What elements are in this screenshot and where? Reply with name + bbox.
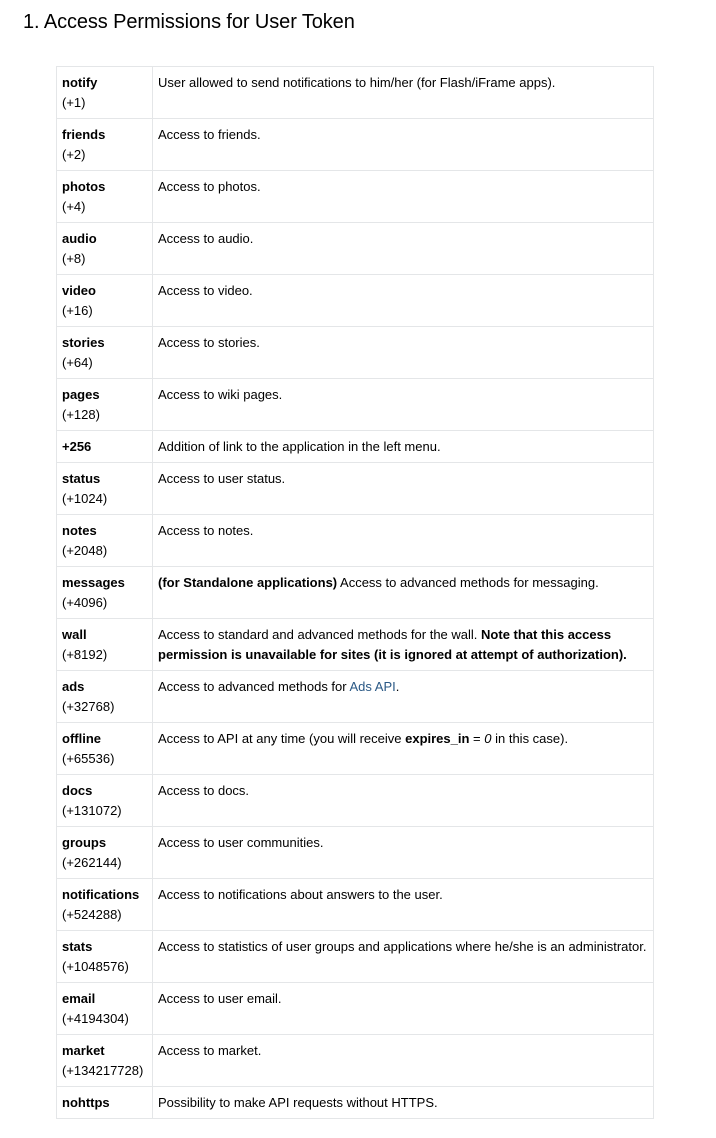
permission-name-cell: [57, 223, 153, 275]
permission-description: [153, 275, 654, 327]
permission-name: notifications: [62, 887, 140, 902]
permission-value: (+32768): [62, 699, 115, 714]
permission-name-cell: [57, 619, 153, 671]
permission-name-cell: [57, 723, 153, 775]
table-row: [57, 431, 654, 463]
table-row: [57, 1087, 654, 1119]
description-text: Access to video.: [158, 283, 253, 298]
permission-name-cell: [57, 1035, 153, 1087]
emphasis-text: expires_in: [405, 731, 470, 746]
permission-name: docs: [62, 783, 93, 798]
permission-name: market: [62, 1043, 105, 1058]
permission-description: [153, 223, 654, 275]
permission-value: (+65536): [62, 751, 115, 766]
permission-name: status: [62, 471, 101, 486]
permission-name-cell: [57, 431, 153, 463]
description-text: in this case).: [491, 731, 569, 746]
permission-value: (+8): [62, 251, 86, 266]
permission-name: friends: [62, 127, 106, 142]
description-text: User allowed to send notifications to him/her (for Flash/iFrame apps).: [158, 75, 556, 90]
description-text: Access to market.: [158, 1043, 262, 1058]
permission-value: (+524288): [62, 907, 122, 922]
permission-name: offline: [62, 731, 101, 746]
table-row: [57, 723, 654, 775]
permission-description: [153, 775, 654, 827]
permission-name: messages: [62, 575, 125, 590]
permission-description: [153, 379, 654, 431]
emphasis-text: Note that this access permission is unavailable for sites (it is ignored at attempt of authorization).: [158, 627, 627, 662]
permission-name: ads: [62, 679, 85, 694]
permission-description: [153, 1035, 654, 1087]
permission-name: video: [62, 283, 96, 298]
description-text: Access to statistics of user groups and applications where he/she is an administrator.: [158, 939, 647, 954]
permission-name-cell: [57, 379, 153, 431]
permission-value: (+64): [62, 355, 93, 370]
description-text: Access to standard and advanced methods for the wall.: [158, 627, 482, 642]
description-text: Access to audio.: [158, 231, 254, 246]
permission-name-cell: [57, 567, 153, 619]
emphasis-text: (for Standalone applications): [158, 575, 338, 590]
permission-name: stories: [62, 335, 105, 350]
description-text: .: [395, 679, 400, 694]
permission-value: (+4096): [62, 595, 108, 610]
description-text: Access to user email.: [158, 991, 282, 1006]
permission-name: nohttps: [62, 1095, 110, 1110]
permission-value: (+8192): [62, 647, 108, 662]
table-row: [57, 327, 654, 379]
table-row: [57, 931, 654, 983]
permission-value: (+2): [62, 147, 86, 162]
permission-name: +256: [62, 439, 92, 454]
description-text: Addition of link to the application in the left menu.: [158, 439, 441, 454]
permission-name: notify: [62, 75, 98, 90]
table-row: [57, 671, 654, 723]
permission-description: [153, 119, 654, 171]
description-text: Access to stories.: [158, 335, 260, 350]
description-text: Access to friends.: [158, 127, 261, 142]
permission-value: (+4): [62, 199, 86, 214]
permission-description: [153, 983, 654, 1035]
description-text: Access to docs.: [158, 783, 250, 798]
permission-value: (+1048576): [62, 959, 129, 974]
permission-value: (+128): [62, 407, 100, 422]
permission-name: notes: [62, 523, 97, 538]
table-row: [57, 983, 654, 1035]
permission-value: (+131072): [62, 803, 122, 818]
table-row: [57, 463, 654, 515]
table-row: [57, 567, 654, 619]
permission-description: [153, 171, 654, 223]
permission-description: [153, 515, 654, 567]
permission-value: (+1): [62, 95, 86, 110]
permission-description: [153, 879, 654, 931]
description-text: Access to notes.: [158, 523, 254, 538]
permission-name-cell: [57, 67, 153, 119]
page-title: 1. Access Permissions for User Token: [23, 11, 355, 33]
permission-description: [153, 327, 654, 379]
permission-name: wall: [62, 627, 87, 642]
table-row: [57, 171, 654, 223]
permission-name: pages: [62, 387, 100, 402]
table-row: [57, 67, 654, 119]
permission-description: [153, 671, 654, 723]
permission-name-cell: [57, 275, 153, 327]
permission-name: stats: [62, 939, 93, 954]
permission-name-cell: [57, 515, 153, 567]
permission-value: (+262144): [62, 855, 122, 870]
description-text: Possibility to make API requests without HTTPS.: [158, 1095, 438, 1110]
permission-description: [153, 619, 654, 671]
description-text: Access to user status.: [158, 471, 286, 486]
table-row: [57, 775, 654, 827]
permission-name-cell: [57, 463, 153, 515]
permission-name: photos: [62, 179, 106, 194]
description-text: Access to wiki pages.: [158, 387, 283, 402]
permission-value: (+134217728): [62, 1063, 144, 1078]
permission-name: audio: [62, 231, 97, 246]
description-text: Access to advanced methods for messaging.: [337, 575, 599, 590]
permission-value: (+2048): [62, 543, 108, 558]
permission-name-cell: [57, 171, 153, 223]
permission-name-cell: [57, 119, 153, 171]
permission-name-cell: [57, 827, 153, 879]
description-text: =: [469, 731, 485, 746]
permission-value: (+1024): [62, 491, 108, 506]
permission-name: email: [62, 991, 96, 1006]
table-row: [57, 827, 654, 879]
table-row: [57, 879, 654, 931]
permission-description: [153, 1087, 654, 1119]
permission-description: [153, 567, 654, 619]
permission-name-cell: [57, 671, 153, 723]
permission-value: (+16): [62, 303, 93, 318]
permissions-table: [56, 66, 654, 1119]
permission-description: [153, 827, 654, 879]
description-text: Access to advanced methods for: [158, 679, 350, 694]
permission-name-cell: [57, 879, 153, 931]
table-row: [57, 275, 654, 327]
description-text: Access to user communities.: [158, 835, 324, 850]
permission-description: [153, 723, 654, 775]
description-text: Access to notifications about answers to the user.: [158, 887, 443, 902]
table-row: [57, 119, 654, 171]
permissions-table-body: [57, 67, 654, 1119]
permission-name: groups: [62, 835, 107, 850]
description-text: Access to API at any time (you will receive: [158, 731, 406, 746]
ads-api-link[interactable]: Ads API: [349, 679, 396, 694]
permission-name-cell: [57, 327, 153, 379]
table-row: [57, 515, 654, 567]
permission-value: (+4194304): [62, 1011, 129, 1026]
italic-text: 0: [484, 731, 492, 746]
table-row: [57, 1035, 654, 1087]
permission-name-cell: [57, 775, 153, 827]
table-row: [57, 619, 654, 671]
permission-name-cell: [57, 983, 153, 1035]
table-row: [57, 379, 654, 431]
permission-name-cell: [57, 931, 153, 983]
permission-description: [153, 431, 654, 463]
description-text: Access to photos.: [158, 179, 261, 194]
permission-description: [153, 463, 654, 515]
permission-name-cell: [57, 1087, 153, 1119]
permission-description: [153, 931, 654, 983]
table-row: [57, 223, 654, 275]
permission-description: [153, 67, 654, 119]
